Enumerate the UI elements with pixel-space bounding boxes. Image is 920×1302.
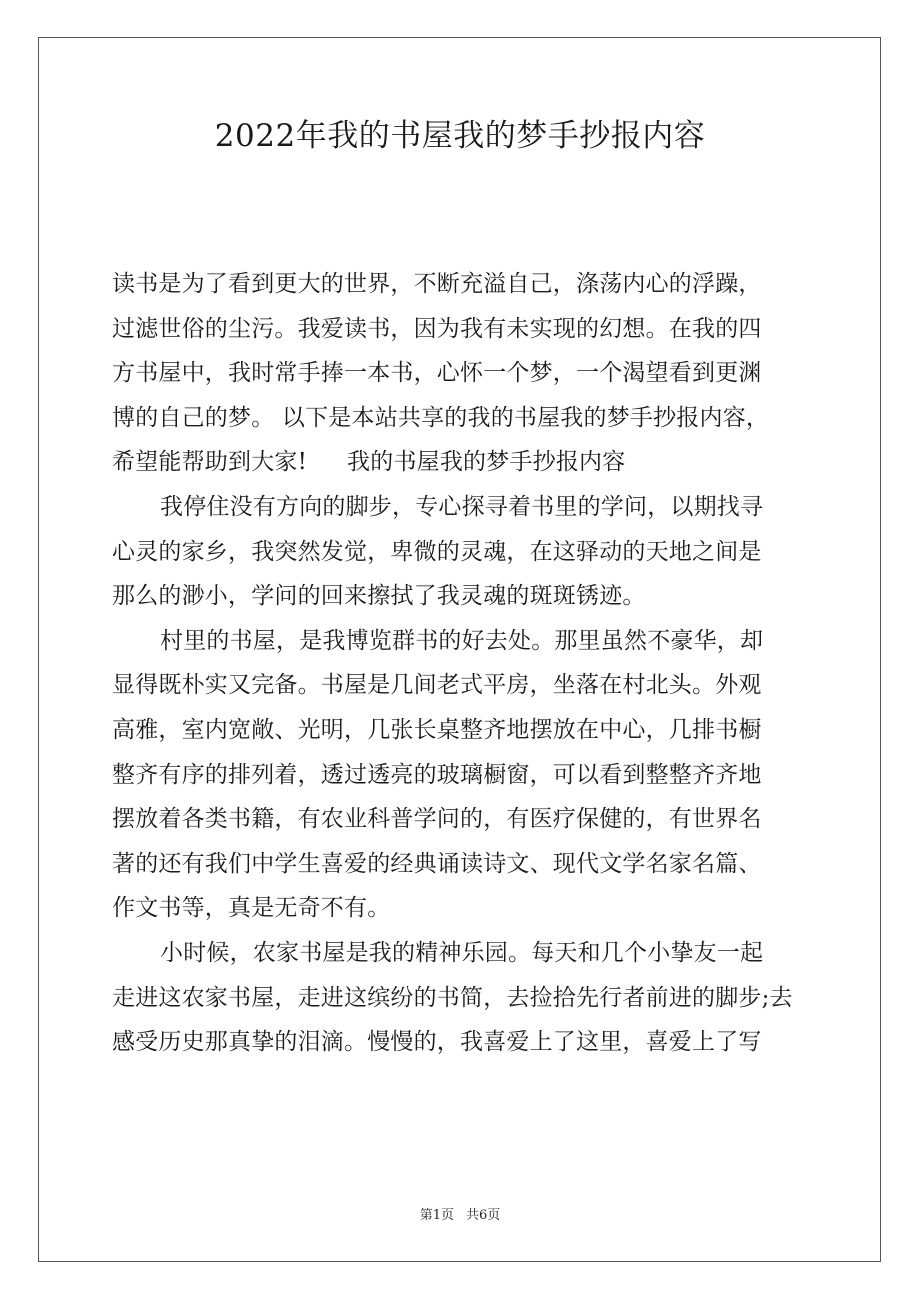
text-line: 那么的渺小，学问的回来擦拭了我灵魂的斑斑锈迹。 bbox=[112, 583, 646, 610]
text-line: 走进这农家书屋，走进这缤纷的书简，去捡拾先行者前进的脚步;去 bbox=[112, 984, 793, 1011]
intro-paragraph bbox=[112, 262, 852, 485]
text-line: 作文书等，真是无奇不有。 bbox=[112, 895, 391, 922]
text-line: 摆放着各类书籍，有农业科普学问的，有医疗保健的，有世界名 bbox=[112, 806, 762, 833]
text-line: 读书是为了看到更大的世界，不断充溢自己，涤荡内心的浮躁， bbox=[112, 271, 762, 297]
text-line: 博的自己的梦。 以下是本站共享的我的书屋我的梦手抄报内容， bbox=[112, 404, 770, 431]
text-line bbox=[112, 931, 852, 976]
text-line bbox=[112, 440, 852, 485]
text-line: 著的还有我们中学生喜爱的经典诵读诗文、现代文学名家名篇、 bbox=[112, 850, 762, 877]
paragraph-1 bbox=[112, 485, 852, 619]
page-number: 第1页 bbox=[419, 1208, 454, 1223]
text-line: 整齐有序的排列着，透过透亮的玻璃橱窗，可以看到整整齐齐地 bbox=[112, 761, 762, 788]
text-span: 我停住没有方向的脚步，专心探寻着书里的学问，以期找寻 bbox=[160, 493, 764, 520]
text-line bbox=[112, 619, 852, 664]
text-line: 高雅，室内宽敞、光明，几张长桌整齐地摆放在中心，几排书橱 bbox=[112, 716, 762, 743]
text-line: 过滤世俗的尘污。我爱读书，因为我有未实现的幻想。在我的四 bbox=[112, 315, 762, 342]
text-span: 村里的书屋，是我博览群书的好去处。那里虽然不豪华，却 bbox=[160, 627, 764, 654]
text-span: 小时候，农家书屋是我的精神乐园。每天和几个小挚友一起 bbox=[160, 939, 764, 966]
section-heading: 我的书屋我的梦手抄报内容 bbox=[347, 449, 626, 476]
document-title: 2022年我的书屋我的梦手抄报内容 bbox=[214, 118, 706, 154]
text-line: 方书屋中，我时常手捧一本书，心怀一个梦，一个渴望看到更渊 bbox=[112, 360, 762, 387]
text-line bbox=[112, 485, 852, 530]
document-body bbox=[112, 262, 852, 1065]
text-line: 感受历史那真挚的泪滴。慢慢的，我喜爱上了这里，喜爱上了写 bbox=[112, 1029, 762, 1056]
paragraph-3 bbox=[112, 931, 852, 1065]
intro-closing-text: 希望能帮助到大家! bbox=[112, 449, 308, 476]
page-total: 共6页 bbox=[466, 1208, 501, 1223]
page-footer bbox=[0, 1207, 920, 1225]
text-line: 显得既朴实又完备。书屋是几间老式平房，坐落在村北头。外观 bbox=[112, 672, 762, 699]
paragraph-2 bbox=[112, 619, 852, 931]
text-line: 心灵的家乡，我突然发觉，卑微的灵魂，在这驿动的天地之间是 bbox=[112, 538, 762, 565]
